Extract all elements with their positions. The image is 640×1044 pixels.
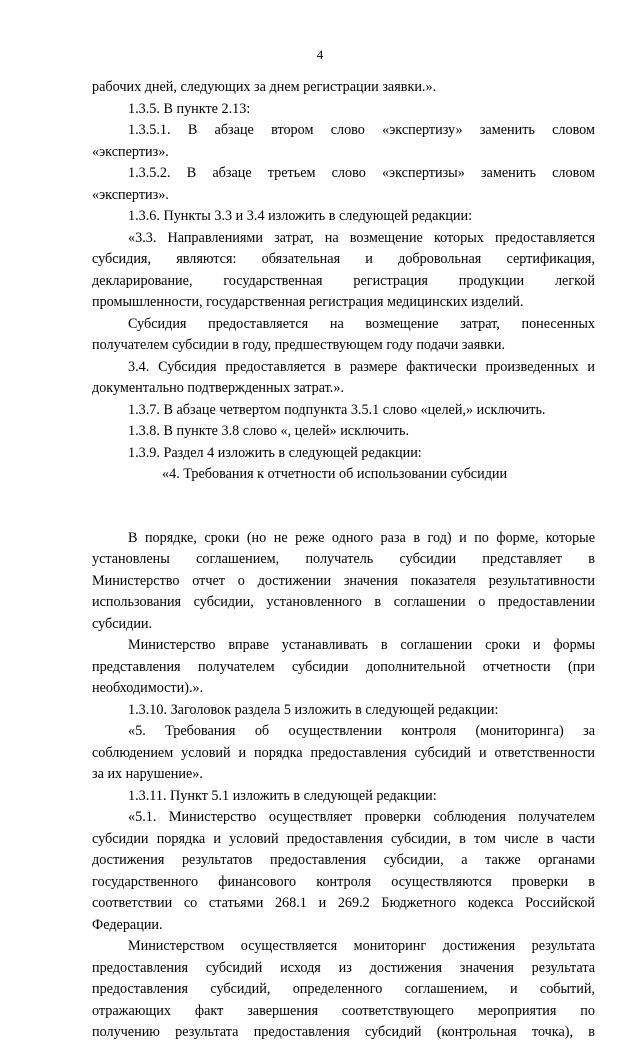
text-line: «экспертиз». <box>92 186 169 203</box>
text-line: необходимости).». <box>92 680 204 696</box>
text-line: 1.3.5.2. В абзаце третьем слово «экспертизы» заменить словом <box>128 165 595 181</box>
text-line: 1.3.5.1. В абзаце втором слово «экспертизу» заменить словом <box>128 122 595 138</box>
text-line: 1.3.9. Раздел 4 изложить в следующей редакции: <box>128 444 422 461</box>
text-line: «5. Требования об осуществлении контроля (мониторинга) за <box>128 723 595 739</box>
text-line: промышленности, государственная регистрация медицинских изделий. <box>92 294 524 310</box>
text-line: «3.3. Направлениями затрат, на возмещение которых предоставляется <box>128 229 595 246</box>
text-line: соблюдением условий и порядка предоставления субсидий и ответственности <box>92 744 595 761</box>
text-line: получателем субсидии в году, предшествующем году подачи заявки. <box>92 337 505 353</box>
text-line: «5.1. Министерство осуществляет проверки соблюдения получателем <box>128 809 595 825</box>
text-line: документально подтвержденных затрат.». <box>92 380 344 396</box>
blank-line <box>92 486 595 528</box>
text-line: 1.3.8. В пункте 3.8 слово «, целей» исключить. <box>128 423 410 439</box>
text-line: государственного финансового контроля осуществляются проверки в <box>92 873 595 890</box>
text-line: 1.3.10. Заголовок раздела 5 изложить в следующей редакции: <box>128 701 499 718</box>
text-line: соответствии со статьями 268.1 и 269.2 Бюджетного кодекса Российской <box>92 895 595 911</box>
text-line: отражающих факт завершения соответствующего мероприятия по <box>92 1002 595 1019</box>
text-line: 1.3.5. В пункте 2.13: <box>128 100 251 117</box>
text-line: за их нарушение». <box>92 766 203 782</box>
text-line: Субсидия предоставляется на возмещение затрат, понесенных <box>128 315 595 332</box>
text-line: предоставления субсидий, определенного соглашением, и событий, <box>92 981 595 997</box>
text-line: Федерации. <box>92 916 163 933</box>
text-line: «экспертиз». <box>92 143 169 160</box>
text-line: предоставления субсидий исходя из достижения значения результата <box>92 959 595 976</box>
text-line: использования субсидии, установленного в соглашении о предоставлении <box>92 594 595 610</box>
document-body <box>92 77 595 1044</box>
section-heading: «4. Требования к отчетности об использовании субсидии <box>162 466 508 482</box>
text-line: 3.4. Субсидия предоставляется в размере фактически произведенных и <box>128 358 595 375</box>
text-line: субсидия, являются: обязательная и добровольная сертификация, <box>92 251 595 267</box>
text-line: рабочих дней, следующих за днем регистрации заявки.». <box>92 79 437 95</box>
text-line: Министерство вправе устанавливать в соглашении сроки и формы <box>128 637 595 653</box>
text-line: 1.3.11. Пункт 5.1 изложить в следующей редакции: <box>128 787 437 804</box>
page-number: 4 <box>316 47 324 62</box>
text-line: Министерством осуществляется мониторинг достижения результата <box>128 938 595 954</box>
text-line: Министерство отчет о достижении значения показателя результативности <box>92 572 595 589</box>
text-line: получению результата предоставления субсидий (контрольная точка), в <box>92 1024 595 1040</box>
text-line: 1.3.6. Пункты 3.3 и 3.4 изложить в следующей редакции: <box>128 208 473 224</box>
text-line: субсидии. <box>92 615 153 632</box>
text-line: субсидии порядка и условий предоставления субсидии, в том числе в части <box>92 830 595 847</box>
text-line: представления получателем субсидии дополнительной отчетности (при <box>92 658 595 675</box>
text-line: достижения результатов предоставления субсидии, а также органами <box>92 852 595 868</box>
text-line: декларирование, государственная регистрация продукции легкой <box>92 272 595 289</box>
text-line: 1.3.7. В абзаце четвертом подпункта 3.5.1 слово «целей,» исключить. <box>128 401 546 418</box>
text-line: установлены соглашением, получатель субсидии представляет в <box>92 551 595 567</box>
text-line: В порядке, сроки (но не реже одного раза в год) и по форме, которые <box>128 529 595 546</box>
